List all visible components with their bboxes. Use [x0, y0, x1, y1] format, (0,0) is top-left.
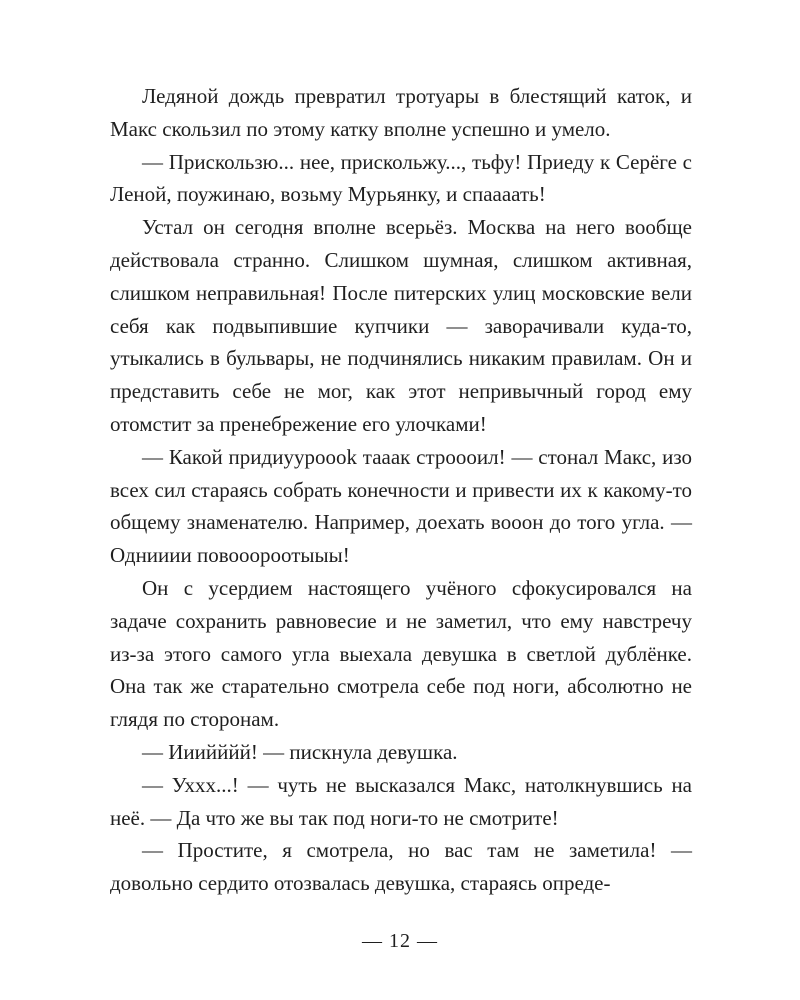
paragraph: — Простите, я смотрела, но вас там не заметила! — довольно сердито отозвалась девушка, стараясь опреде-: [110, 838, 692, 896]
body-text: [110, 80, 692, 900]
paragraph: Ледяной дождь превратил тротуары в блестящий каток, и Макс скользил по этому катку вполне успешно и умело.: [110, 84, 692, 141]
page-number: — 12 —: [362, 930, 438, 952]
paragraph: — Уххх...! — чуть не высказался Макс, натолкнувшись на неё. — Да что же вы так под ноги-то не смотрите!: [110, 772, 692, 830]
paragraph: — Ииийййй! — пискнула девушка.: [142, 739, 458, 764]
paragraph: Устал он сегодня вполне всерьёз. Москва на него вообще действовала странно. Слишком шумная, слишком активная, слишком неправильная! После питерских улиц московские вели себя как подвыпившие купчики — заворачивали куда-то, утыкались в бульвары, не подчинялись никаким правилам. Он и представить себе не мог, как этот непривычный город ему отомстит за пренебрежение его улочками!: [110, 215, 692, 436]
paragraph: Он с усердием настоящего учёного сфокусировался на задаче сохранить равновесие и не заметил, что ему навстречу из-за этого самого угла выехала девушка в светлой дублёнке. Она так же старательно смотрела себе под ноги, абсолютно не глядя по сторонам.: [110, 575, 692, 732]
paragraph: — Прискользю... нее, прискольжу..., тьфу! Приеду к Серёге с Леной, поужинаю, возьму Мурьянку, и спаааать!: [110, 149, 692, 207]
paragraph: — Какой придиууроook тааак строооил! — стонал Макс, изо всех сил стараясь собрать конечности и привести их к какому-то общему знаменателю. Например, доехать вооон до того угла. — Однииии повооороотыыы!: [110, 444, 692, 568]
